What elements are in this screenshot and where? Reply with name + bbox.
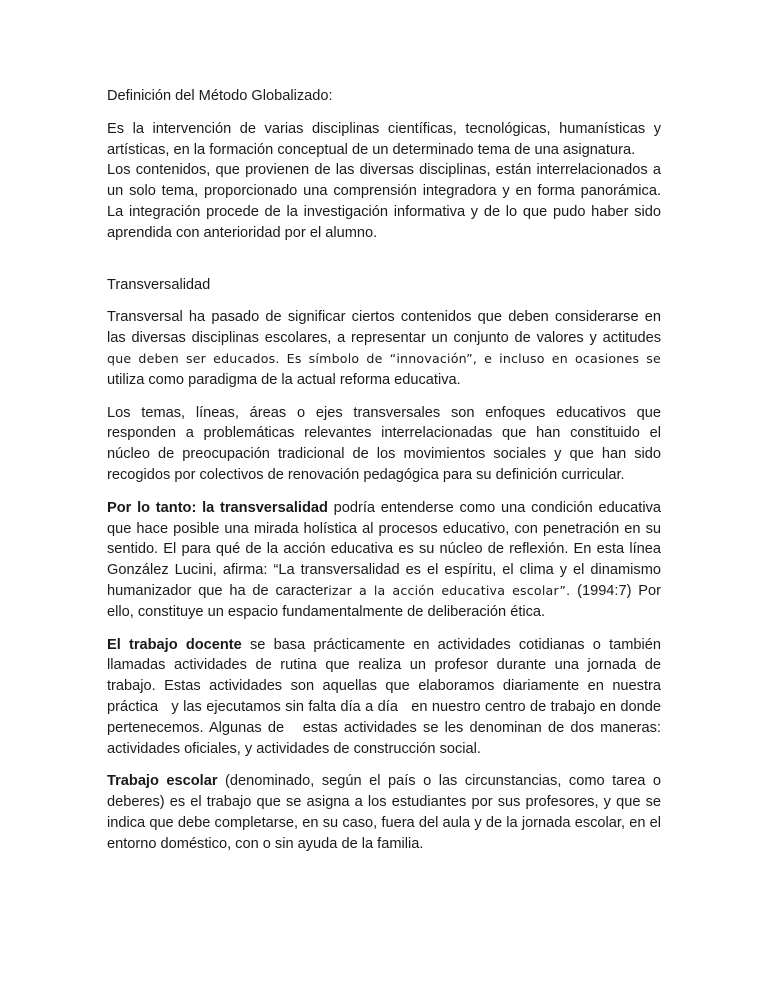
trabajo-docente-text: se basa prácticamente en actividades cotidianas o también llamadas actividades de rutina que realiza un profesor durante una jornada de trabajo. Estas actividades son aquellas que elaboramos diariamente en nuestra práctica y las ejecutamos sin falta día a día en nuestro centro de trabajo en donde pertenecemos. Algunas de estas actividades se les denominan de dos maneras: actividades oficiales, y actividades de construcción social.: [107, 636, 666, 757]
definition-paragraph: Es la intervención de varias disciplinas científicas, tecnológicas, humanísticas y artísticas, en la formación conceptual de un determinado tema de una asignatura.: [107, 120, 661, 158]
por-lo-tanto-closing: (1994:7) Por ello, constituye un espacio fundamentalmente de deliberación ética.: [107, 582, 661, 620]
por-lo-tanto-paragraph: [107, 498, 661, 623]
trabajo-escolar-paragraph: [107, 771, 661, 854]
transversal-text-b: que deben ser educados. Es símbolo de “innovación”, e incluso en ocasiones se: [107, 350, 661, 366]
document-title: Definición del Método Globalizado:: [107, 88, 333, 104]
document-body: [107, 86, 666, 867]
trabajo-docente-bold: El trabajo docente: [107, 636, 242, 653]
trabajo-docente-paragraph: [107, 635, 666, 760]
por-lo-tanto-text: podría entenderse como una condición educativa que hace posible una mirada holística al procesos educativo, con penetración en su sentido. El para qué de la acción educativa es su núcleo de reflexión. En esta línea González Lucini, afirma:: [107, 499, 661, 579]
por-lo-tanto-bold: Por lo tanto: la transversalidad: [107, 499, 328, 516]
transversal-paragraph: [107, 307, 661, 390]
trabajo-escolar-bold: Trabajo escolar: [107, 773, 218, 790]
transversal-text-a: Transversal ha pasado de significar ciertos contenidos que deben considerarse en las diversas disciplinas escolares, a representar un conjunto de valores y actitudes: [107, 309, 661, 347]
transversal-text-c: utiliza como paradigma de la actual reforma educativa.: [107, 371, 461, 388]
contents-paragraph: Los contenidos, que provienen de las diversas disciplinas, están interrelacionados a un solo tema, proporcionado una comprensión integradora y en forma panorámica. La integración procede de la investigación informativa y de lo que pudo haber sido aprendida con anterioridad por el alumno.: [107, 162, 661, 241]
lucini-quote-a: “La transversalidad es el espíritu, el clima y el dinamismo humanizador que ha de caracter: [107, 562, 661, 599]
lucini-quote-b: izar a la acción educativa escolar”.: [328, 582, 571, 598]
trabajo-escolar-text: (denominado, según el país o las circunstancias, como tarea o deberes) es el trabajo que se asigna a los estudiantes por sus profesores, y que se indica que debe completarse, en su caso, fuera del aula y de la jornada escolar, en el entorno doméstico, con o sin ayuda de la familia.: [107, 773, 662, 852]
ejes-transversales-paragraph: Los temas, líneas, áreas o ejes transversales son enfoques educativos que responden a problemáticas relevantes interrelacionadas que han constituido el núcleo de preocupación tradicional de los movimientos sociales y que han sido recogidos por colectivos de renovación pedagógica para su definición curricular.: [107, 404, 661, 483]
transversalidad-heading: Transversalidad: [107, 276, 211, 293]
